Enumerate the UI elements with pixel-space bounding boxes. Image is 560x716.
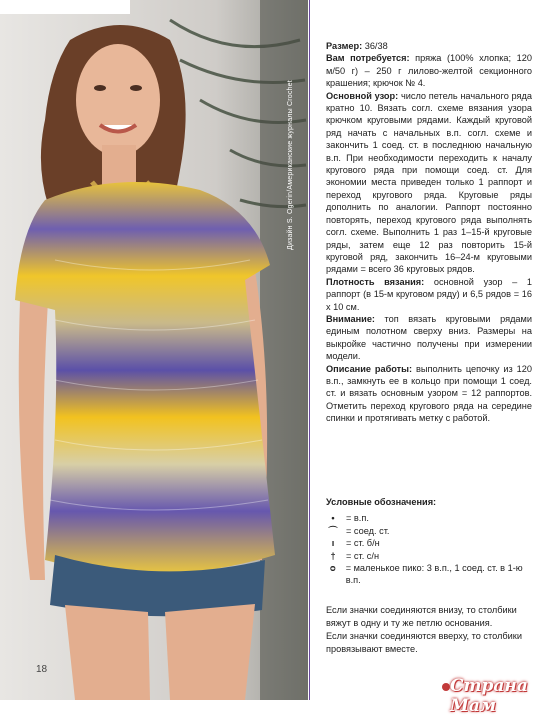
- paragraph-text: 36/38: [362, 41, 388, 51]
- legend-item-text: = соед. ст.: [346, 525, 390, 536]
- design-credit-text: Дизайн S. Ogerin/Американские журналы Crochet: [287, 80, 294, 250]
- page-number: 18: [36, 664, 48, 675]
- symbol-legend: [326, 496, 536, 587]
- paragraph-label: Плотность вязания:: [326, 276, 425, 287]
- double-crochet-symbol: †: [330, 550, 336, 561]
- paragraph-description: [326, 363, 532, 425]
- paragraph-text: число петель начального ряда кратно 10. Вязать согл. схеме вязания узора крючком круговыми рядами. Каждый круговой ряд начать с начальных в.п. согл. схеме и закончить 1 соед. ст. в последнюю начальную в.п. При необходимости переходить к началу кругового ряда при помощи соед. ст. Для экономии места приведен только 1 раппорт и переход кругового ряда. Круговые ряды дополнить по аналогии. Раппорт постоянно повторять, переход кругового ряда выполнять согл. схеме. Выполнить 1 раз 1–15-й круговые ряды, затем еще 12 раз повторить 15-й круговой ряд, закончить 16–24-м круговыми рядами = всего 36 круговых рядов.: [326, 90, 532, 275]
- design-credit: [287, 80, 297, 260]
- legend-item-text: = ст. б/н: [346, 538, 380, 549]
- paragraph-text: пряжа (100% хлопка; 120 м/50 г) – 250 г лилово-желтой секционного крашения; крючок № 4.: [326, 53, 532, 89]
- legend-item-text: = маленькое пико: 3 в.п., 1 соед. ст. в 1-ю в.п.: [345, 563, 523, 586]
- legend-item-text: = ст. с/н: [346, 550, 380, 561]
- legend-title-text: Условные обозначения:: [326, 497, 437, 507]
- legend-item: [326, 562, 536, 587]
- paragraph-size: [326, 40, 532, 52]
- legend-item: [326, 550, 536, 562]
- paragraph-label: Описание работы:: [326, 363, 413, 374]
- page-divider: [309, 0, 310, 700]
- legend-item: [326, 537, 536, 549]
- legend-item: [326, 525, 536, 537]
- legend-item: [326, 512, 536, 524]
- paragraph-label: Размер:: [326, 41, 363, 51]
- paragraph-attention: [326, 313, 532, 363]
- paragraph-label: Вам потребуется:: [326, 53, 410, 64]
- paragraph-gauge: [326, 276, 532, 313]
- picot-symbol: ᴑ: [330, 563, 336, 574]
- notes: [326, 604, 526, 656]
- note-bottom-join: Если значки соединяются внизу, то столбики вяжут в одну и ту же петлю основания.: [326, 605, 517, 628]
- paragraph-materials: [326, 52, 532, 89]
- chain-stitch-symbol: •: [331, 513, 335, 524]
- single-crochet-symbol: ı: [331, 538, 335, 549]
- instructions: [326, 40, 532, 425]
- paragraph-pattern: [326, 90, 532, 276]
- legend-item-text: = в.п.: [346, 513, 369, 524]
- paragraph-label: Основной узор:: [326, 90, 399, 101]
- note-top-join: Если значки соединяются вверху, то столбики провязывают вместе.: [326, 631, 522, 654]
- legend-title: [326, 496, 536, 508]
- slip-stitch-symbol: ⌒: [328, 525, 338, 536]
- paragraph-label: Внимание:: [326, 313, 375, 324]
- paragraph-text: выполнить цепочку из 120 в.п., замкнуть ее в кольцо при помощи 1 соед. ст. и вязать основным узором = 12 раппортов. Отметить переход кругового ряда на середине спинки и протягивать метку с работой.: [326, 363, 532, 424]
- logo-mark: [442, 683, 450, 691]
- site-logo: Страна Мам: [450, 676, 528, 716]
- paragraph-text: основной узор – 1 раппорт (в 15-м круговом ряду) и 6,5 рядов = 16 х 10 см.: [326, 276, 532, 312]
- paragraph-text: топ вязать круговыми рядами единым полотном сверху вниз. Размеры на выкройке частично получены при измерении модели.: [326, 313, 532, 362]
